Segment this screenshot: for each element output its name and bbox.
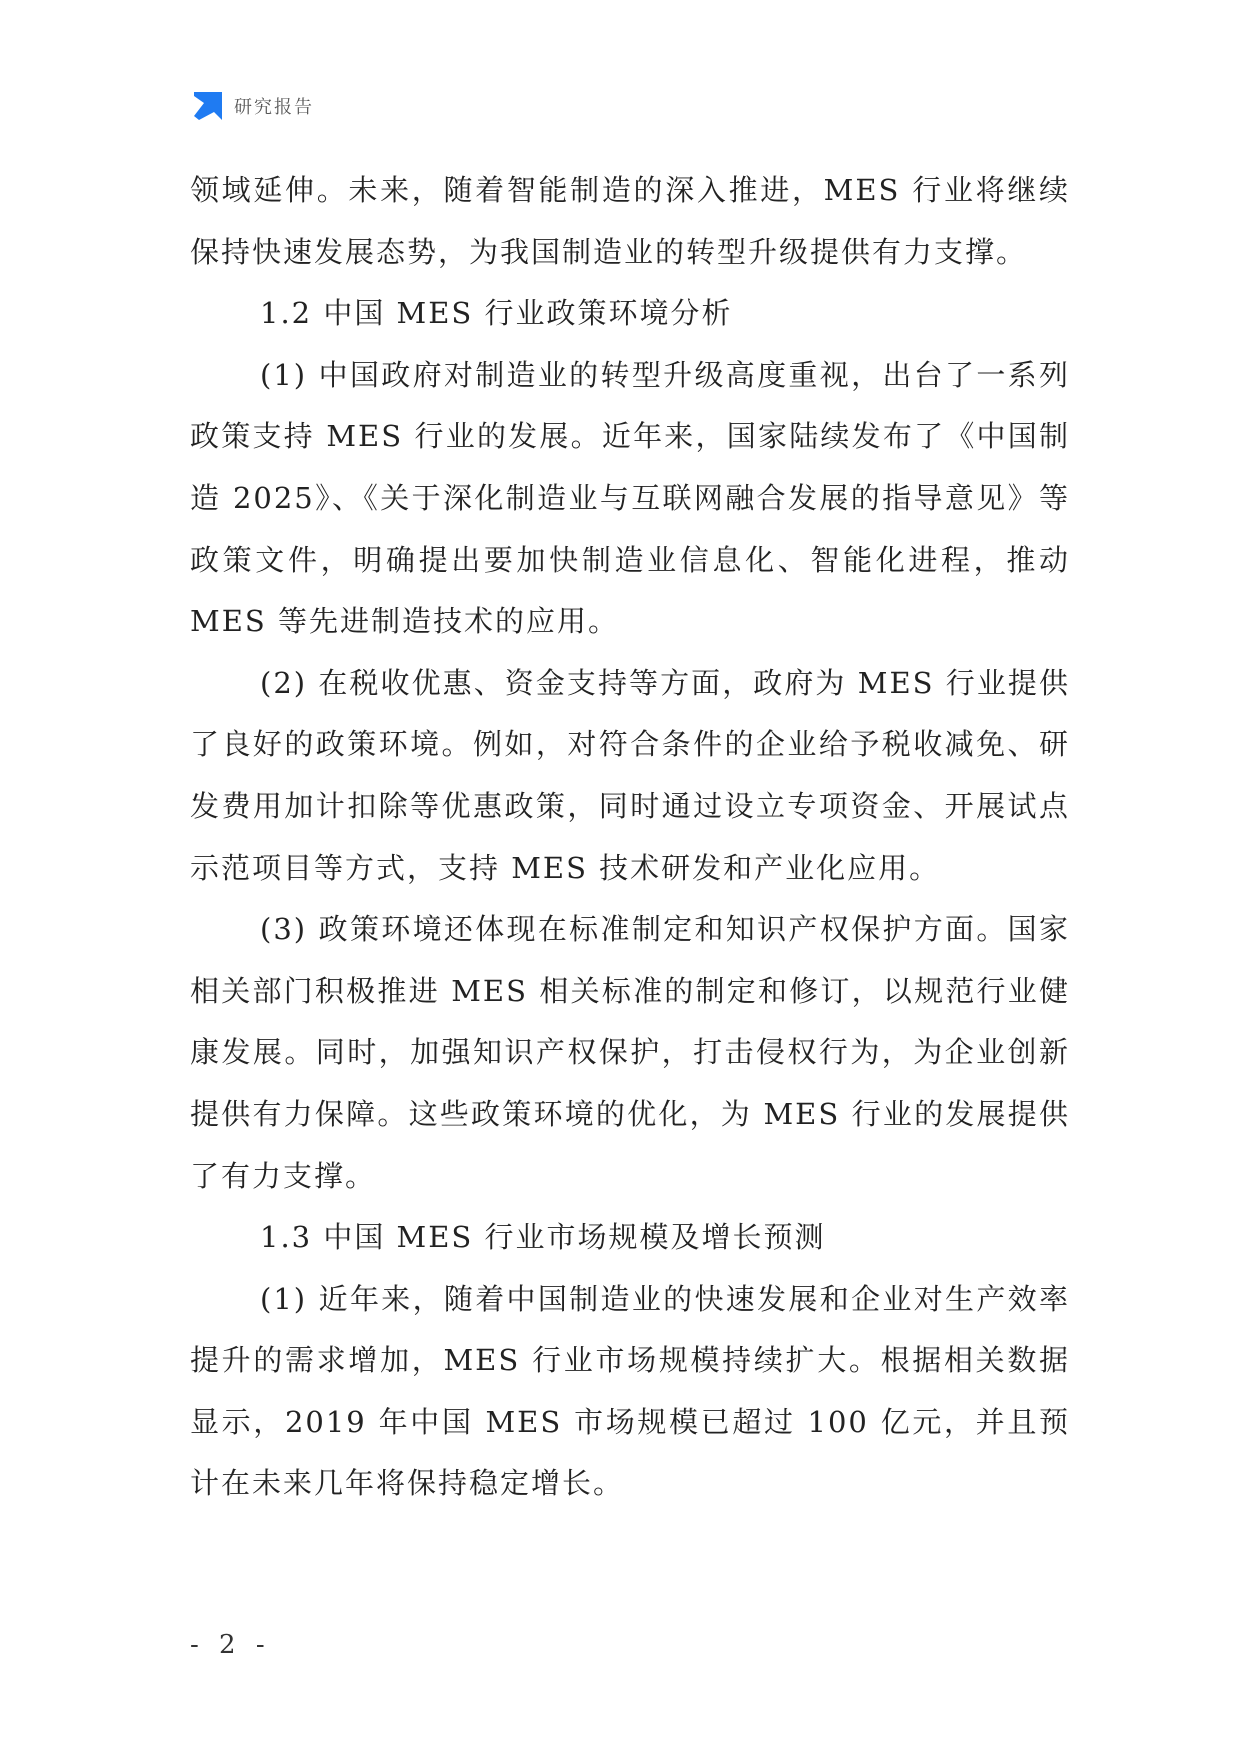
paragraph-market-1: (1) 近年来，随着中国制造业的快速发展和企业对生产效率提升的需求增加，MES 行业市场规模持续扩大。根据相关数据显示，2019 年中国 MES 市场规模已超过 100 亿元，并且预计在未来几年将保持稳定增长。: [190, 1281, 1070, 1501]
paragraph-policy-3: (3) 政策环境还体现在标准制定和知识产权保护方面。国家相关部门积极推进 MES 相关标准的制定和修订，以规范行业健康发展。同时，加强知识产权保护，打击侵权行为，为企业创新提供有力保障。这些政策环境的优化，为 MES 行业的发展提供了有力支撑。: [190, 912, 1070, 1193]
paragraph-continuation: 领域延伸。未来，随着智能制造的深入推进，MES 行业将继续保持快速发展态势，为我国制造业的转型升级提供有力支撑。: [190, 173, 1070, 269]
paragraph-policy-1: (1) 中国政府对制造业的转型升级高度重视，出台了一系列政策支持 MES 行业的发展。近年来，国家陆续发布了《中国制造 2025》、《关于深化制造业与互联网融合发展的指导意见》等政策文件，明确提出要加快制造业信息化、智能化进程，推动 MES 等先进制造技术的应用。: [190, 357, 1070, 639]
document-body: [190, 160, 1070, 1515]
page-number: - 2 -: [190, 1630, 271, 1660]
section-heading-1-2: 1.2 中国 MES 行业政策环境分析: [260, 296, 733, 331]
arrow-up-right-logo-icon: [190, 90, 224, 122]
header-title: 研究报告: [234, 97, 314, 118]
page-header: [190, 90, 314, 122]
paragraph-policy-2: (2) 在税收优惠、资金支持等方面，政府为 MES 行业提供了良好的政策环境。例如，对符合条件的企业给予税收减免、研发费用加计扣除等优惠政策，同时通过设立专项资金、开展试点示范项目等方式，支持 MES 技术研发和产业化应用。: [190, 665, 1070, 885]
section-heading-1-3: 1.3 中国 MES 行业市场规模及增长预测: [260, 1220, 826, 1255]
